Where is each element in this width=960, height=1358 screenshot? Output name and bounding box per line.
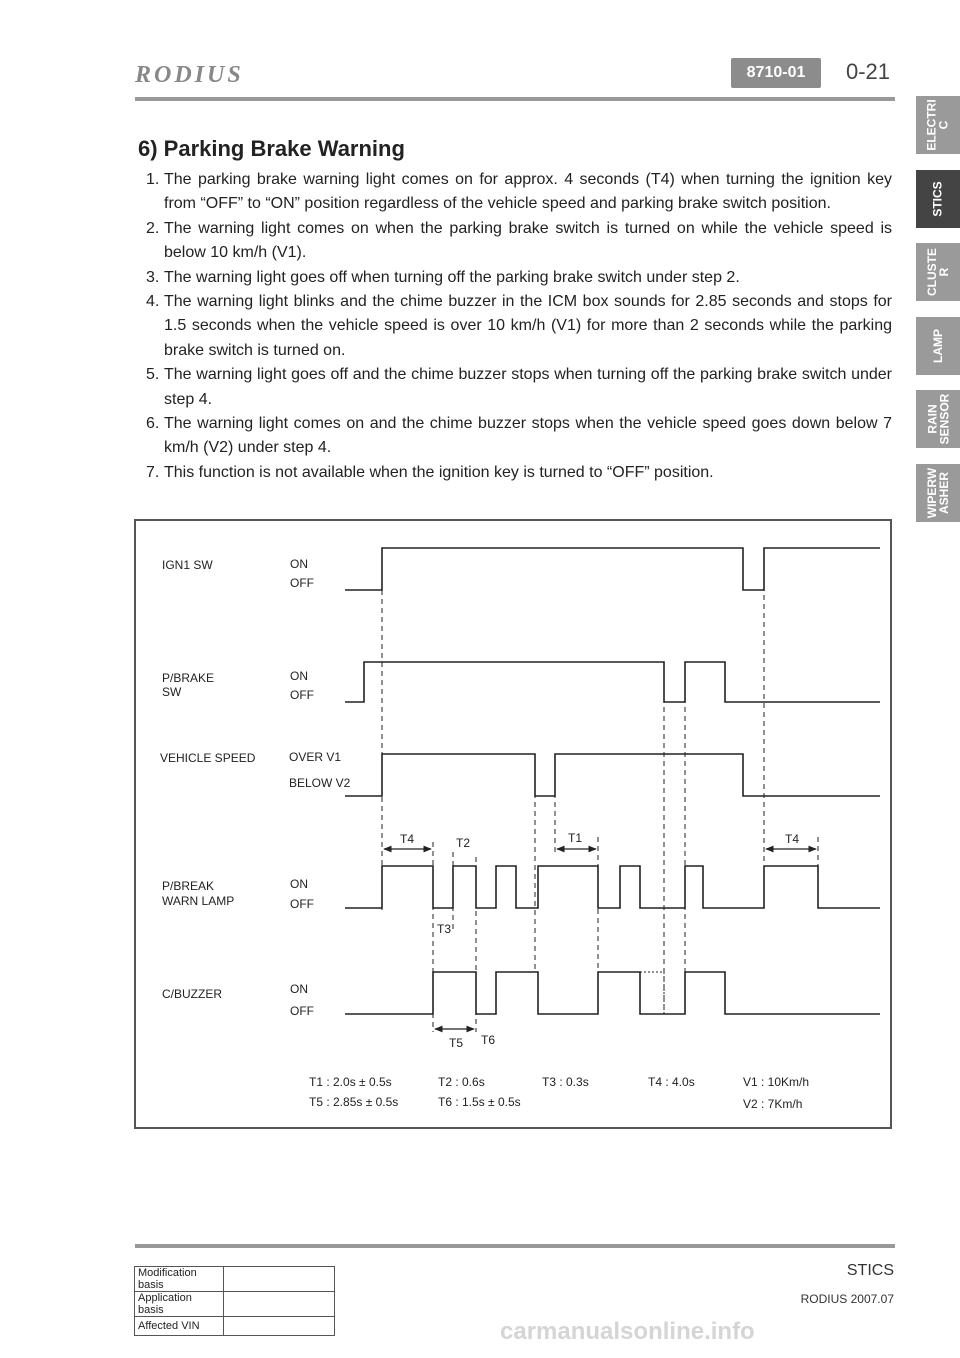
step-number: 5. (146, 366, 160, 384)
header-divider (135, 97, 895, 101)
signal-off-label: OFF (290, 897, 314, 911)
list-item (140, 168, 892, 217)
timing-legend (309, 1075, 809, 1111)
table-row (135, 1292, 335, 1317)
table-value (224, 1317, 335, 1336)
interval-label-t5: T5 (449, 1036, 464, 1050)
signal-name: C/BUZZER (162, 987, 222, 1001)
interval-arrows (384, 849, 816, 1029)
footer-model-date: RODIUS 2007.07 (800, 1292, 894, 1306)
tab-label: ELECTRI C (925, 99, 951, 151)
signal-off-label: OFF (290, 688, 314, 702)
legend-item: T1 : 2.0s ± 0.5s (309, 1075, 392, 1089)
tab-label: RAIN SENSOR (925, 393, 951, 445)
step-text: The warning light comes on when the parking brake switch is turned on while the vehicle speed is below 10 km/h (V1). (164, 219, 892, 262)
table-label: Modification basis (135, 1267, 224, 1292)
signal-name: P/BRAKE (162, 671, 215, 685)
list-item (140, 412, 892, 461)
list-item (140, 290, 892, 363)
section-code-badge: 8710-01 (731, 58, 821, 88)
signal-off-label: OFF (290, 1004, 314, 1018)
signal-on-label: ON (290, 669, 308, 683)
signal-name: P/BREAK (162, 879, 215, 893)
page-number: 0-21 (846, 59, 891, 84)
tab-wiper-washer[interactable] (916, 464, 960, 522)
step-number: 1. (146, 171, 160, 188)
step-number: 7. (146, 463, 160, 481)
tab-label: WIPERW ASHER (925, 467, 952, 519)
signal-name: SW (162, 685, 182, 699)
interval-label-t4: T4 (785, 832, 800, 846)
signal-name: IGN1 SW (162, 558, 213, 572)
signal-waveforms (345, 548, 880, 1014)
section-title: 6) Parking Brake Warning (138, 136, 405, 161)
procedure-list (140, 168, 892, 485)
buzzer-waveform (345, 972, 880, 1014)
step-text: The warning light blinks and the chime buzzer in the ICM box sounds for 2.85 seconds and stops for 1.5 seconds when the vehicle speed is over 10 km/h (V1) for more than 2 seconds while the parking brake switch is turned on. (164, 293, 892, 359)
step-number: 2. (146, 219, 160, 237)
brake-waveform (345, 662, 880, 702)
timing-diagram-frame (134, 519, 892, 1129)
step-text: The warning light comes on and the chime buzzer stops when the vehicle speed goes down below 7 km/h (V2) under step 4. (164, 415, 892, 457)
footer-section-name: STICS (846, 1262, 894, 1279)
signal-low-label: BELOW V2 (289, 776, 351, 790)
legend-item: T4 : 4.0s (648, 1075, 695, 1089)
tab-lamp[interactable] (916, 317, 960, 375)
legend-item: V1 : 10Km/h (743, 1075, 810, 1089)
modification-table (134, 1266, 335, 1336)
signal-high-label: OVER V1 (289, 750, 342, 764)
tab-label: LAMP (931, 329, 945, 363)
interval-label-t1: T1 (568, 831, 583, 845)
footer-divider (135, 1244, 895, 1248)
tab-electric[interactable] (916, 96, 960, 154)
tab-label: CLUSTE R (925, 248, 951, 296)
list-item (140, 461, 892, 485)
interval-label-t2: T2 (456, 836, 471, 850)
tab-label: STICS (931, 181, 945, 217)
list-item (140, 217, 892, 266)
signal-labels (160, 557, 351, 1018)
tab-rain-sensor[interactable] (916, 390, 960, 448)
table-value (224, 1267, 335, 1292)
time-markers (382, 550, 818, 1032)
ign-waveform (345, 548, 880, 590)
signal-on-label: ON (290, 877, 308, 891)
interval-labels (400, 831, 799, 1050)
table-label: Application basis (135, 1292, 224, 1317)
signal-name: VEHICLE SPEED (160, 751, 256, 765)
signal-off-label: OFF (290, 576, 314, 590)
legend-item: T6 : 1.5s ± 0.5s (438, 1095, 521, 1109)
step-text: The parking brake warning light comes on for approx. 4 seconds (T4) when turning the ignition key from “OFF” to “ON” position regardless of the vehicle speed and parking brake switch position. (164, 171, 892, 213)
list-item (140, 266, 892, 290)
tab-cluster[interactable] (916, 243, 960, 301)
legend-item: T3 : 0.3s (542, 1075, 589, 1089)
interval-label-t6: T6 (481, 1033, 496, 1047)
step-text: The warning light goes off and the chime buzzer stops when turning off the parking brake switch under step 4. (164, 366, 892, 408)
table-row (135, 1317, 335, 1336)
step-text: The warning light goes off when turning off the parking brake switch under step 2. (164, 268, 740, 286)
lamp-waveform (345, 866, 880, 908)
list-item (140, 363, 892, 412)
step-number: 3. (146, 268, 160, 286)
signal-on-label: ON (290, 982, 308, 996)
interval-label-t3: T3 (437, 922, 452, 936)
signal-name: WARN LAMP (162, 894, 235, 908)
step-number: 4. (146, 293, 160, 311)
table-value (224, 1292, 335, 1317)
table-row (135, 1267, 335, 1292)
table-label: Affected VIN (135, 1317, 224, 1336)
step-text: This function is not available when the ignition key is turned to “OFF” position. (164, 463, 714, 481)
timing-diagram (136, 521, 890, 1127)
legend-item: V2 : 7Km/h (743, 1097, 803, 1111)
tab-stics[interactable] (916, 170, 960, 228)
legend-item: T5 : 2.85s ± 0.5s (309, 1095, 399, 1109)
brand-logo: RODIUS (135, 62, 244, 88)
speed-waveform (345, 754, 880, 796)
watermark: carmanualsonline.info (500, 1318, 755, 1345)
interval-label-t4: T4 (400, 832, 415, 846)
signal-on-label: ON (290, 557, 308, 571)
legend-item: T2 : 0.6s (438, 1075, 485, 1089)
step-number: 6. (146, 415, 160, 433)
